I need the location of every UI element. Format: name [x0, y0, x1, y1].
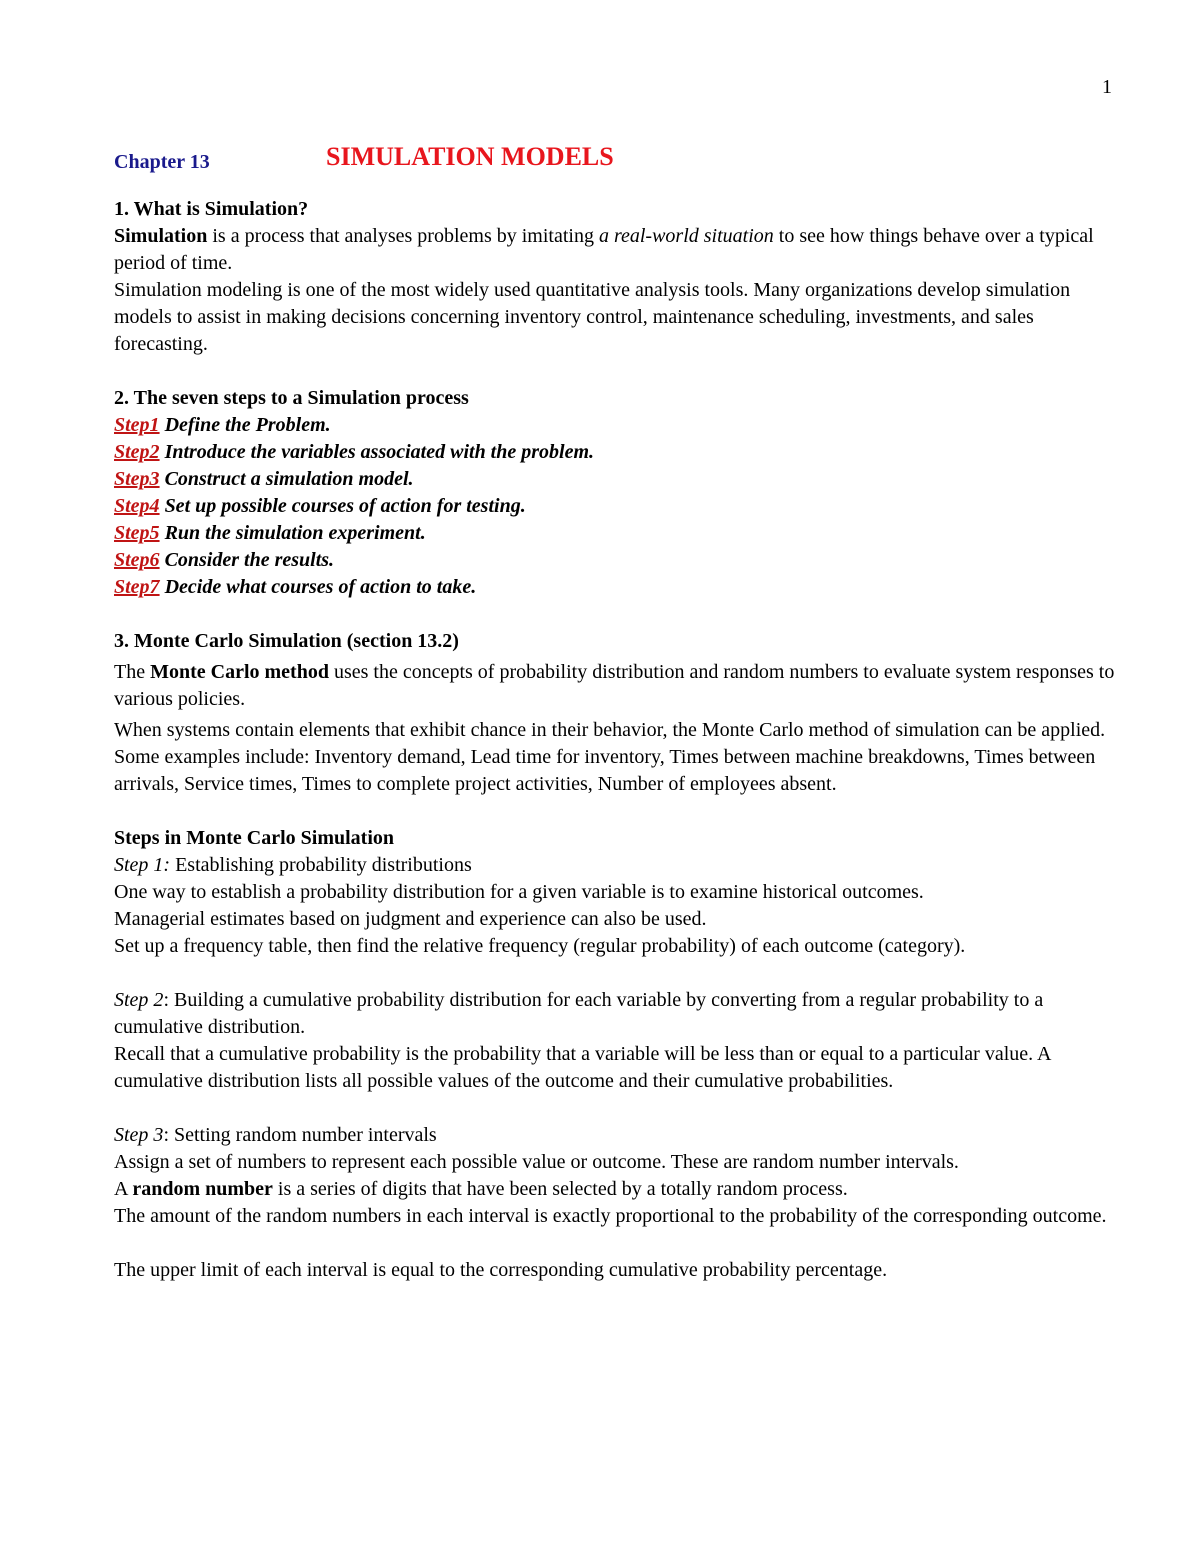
mc-step-3-text: : Setting random number intervals: [163, 1124, 437, 1146]
mc-step-2-text: : Building a cumulative probability distribution for each variable by converting from a regular probability to a cumulative distribution.: [114, 989, 1044, 1038]
term-simulation: Simulation: [114, 225, 208, 247]
step-item: [114, 547, 1124, 574]
term-real-world-situation: a real-world situation: [598, 225, 774, 247]
step-item: [114, 493, 1124, 520]
chapter-title: SIMULATION MODELS: [326, 142, 614, 171]
step-label: Step4: [114, 495, 160, 517]
page-number: 1: [1102, 76, 1112, 98]
step-text: Introduce the variables associated with the problem.: [159, 441, 595, 463]
step-label: Step7: [114, 576, 160, 598]
section-3-text-a: The: [114, 661, 151, 683]
term-random-number: random number: [132, 1178, 273, 1200]
step-text: Define the Problem.: [159, 414, 331, 436]
section-3-paragraph-1: [114, 659, 1124, 713]
mc-step-2-line-1: Recall that a cumulative probability is the probability that a variable will be less than or equal to a particular value. A cumulative distribution lists all possible values of the outcome and their cumulative probabilities.: [114, 1043, 1051, 1092]
step-text: Set up possible courses of action for testing.: [159, 495, 526, 517]
mc-step-1-line-2: Managerial estimates based on judgment and experience can also be used.: [114, 908, 707, 930]
mc-step-3-text-a: A: [114, 1178, 133, 1200]
step-item: [114, 574, 1124, 601]
section-3-heading: 3. Monte Carlo Simulation (section 13.2): [114, 630, 459, 652]
chapter-label: Chapter 13: [114, 151, 210, 173]
step-text: Decide what courses of action to take.: [159, 576, 477, 598]
step-item: [114, 466, 1124, 493]
step-text: Construct a simulation model.: [159, 468, 414, 490]
mc-step-3-line-1: Assign a set of numbers to represent each possible value or outcome. These are random number intervals.: [114, 1151, 959, 1173]
step-label: Step2: [114, 441, 160, 463]
final-statement: The upper limit of each interval is equal to the corresponding cumulative probability percentage.: [114, 1259, 888, 1281]
step-label: Step5: [114, 522, 160, 544]
chapter-header: [114, 143, 1124, 177]
step-text: Consider the results.: [159, 549, 335, 571]
mc-step-2-label: Step 2: [114, 989, 164, 1011]
mc-step-2-title: [114, 987, 1124, 1041]
term-monte-carlo-method: Monte Carlo method: [150, 661, 329, 683]
step-item: [114, 439, 1124, 466]
step-label: Step3: [114, 468, 160, 490]
section-3-text-b: uses the concepts of probability distribution and random numbers to evaluate system responses to various policies.: [114, 661, 1115, 710]
step-item: [114, 412, 1124, 439]
mc-step-1-title: [114, 852, 1124, 879]
mc-step-3-line-2: [114, 1176, 1124, 1203]
section-1-text-a: is a process that analyses problems by imitating: [207, 225, 599, 247]
document-body: [114, 143, 1124, 1284]
mc-step-3-title: [114, 1122, 1124, 1149]
step-item: [114, 520, 1124, 547]
mc-step-3-line-3: The amount of the random numbers in each interval is exactly proportional to the probability of the corresponding outcome.: [114, 1205, 1107, 1227]
mc-step-1-label: Step 1:: [114, 854, 171, 876]
step-label: Step1: [114, 414, 160, 436]
mc-step-3-label: Step 3: [114, 1124, 164, 1146]
steps-list: [114, 412, 1124, 601]
mc-step-1-line-1: One way to establish a probability distribution for a given variable is to examine historical outcomes.: [114, 881, 924, 903]
mc-step-1-text: Establishing probability distributions: [170, 854, 472, 876]
monte-carlo-steps-heading: Steps in Monte Carlo Simulation: [114, 827, 395, 849]
mc-step-1-line-3: Set up a frequency table, then find the relative frequency (regular probability) of each outcome (category).: [114, 935, 966, 957]
step-text: Run the simulation experiment.: [159, 522, 426, 544]
section-3-paragraph-2: When systems contain elements that exhibit chance in their behavior, the Monte Carlo method of simulation can be applied. Some examples include: Inventory demand, Lead time for inventory, Times between machine breakdowns, Times between arrivals, Service times, Times to complete project activities, Number of employees absent.: [114, 719, 1106, 795]
section-1-heading: 1. What is Simulation?: [114, 198, 309, 220]
section-1-paragraph-2: Simulation modeling is one of the most widely used quantitative analysis tools. Many organizations develop simulation models to assist in making decisions concerning inventory control, maintenance scheduling, investments, and sales forecasting.: [114, 279, 1071, 355]
section-1-text-b: to see how things behave over a typical period of time.: [114, 225, 1094, 274]
section-1-paragraph-1: [114, 223, 1124, 277]
section-2-heading: 2. The seven steps to a Simulation process: [114, 387, 469, 409]
step-label: Step6: [114, 549, 160, 571]
mc-step-3-text-b: is a series of digits that have been selected by a totally random process.: [272, 1178, 848, 1200]
